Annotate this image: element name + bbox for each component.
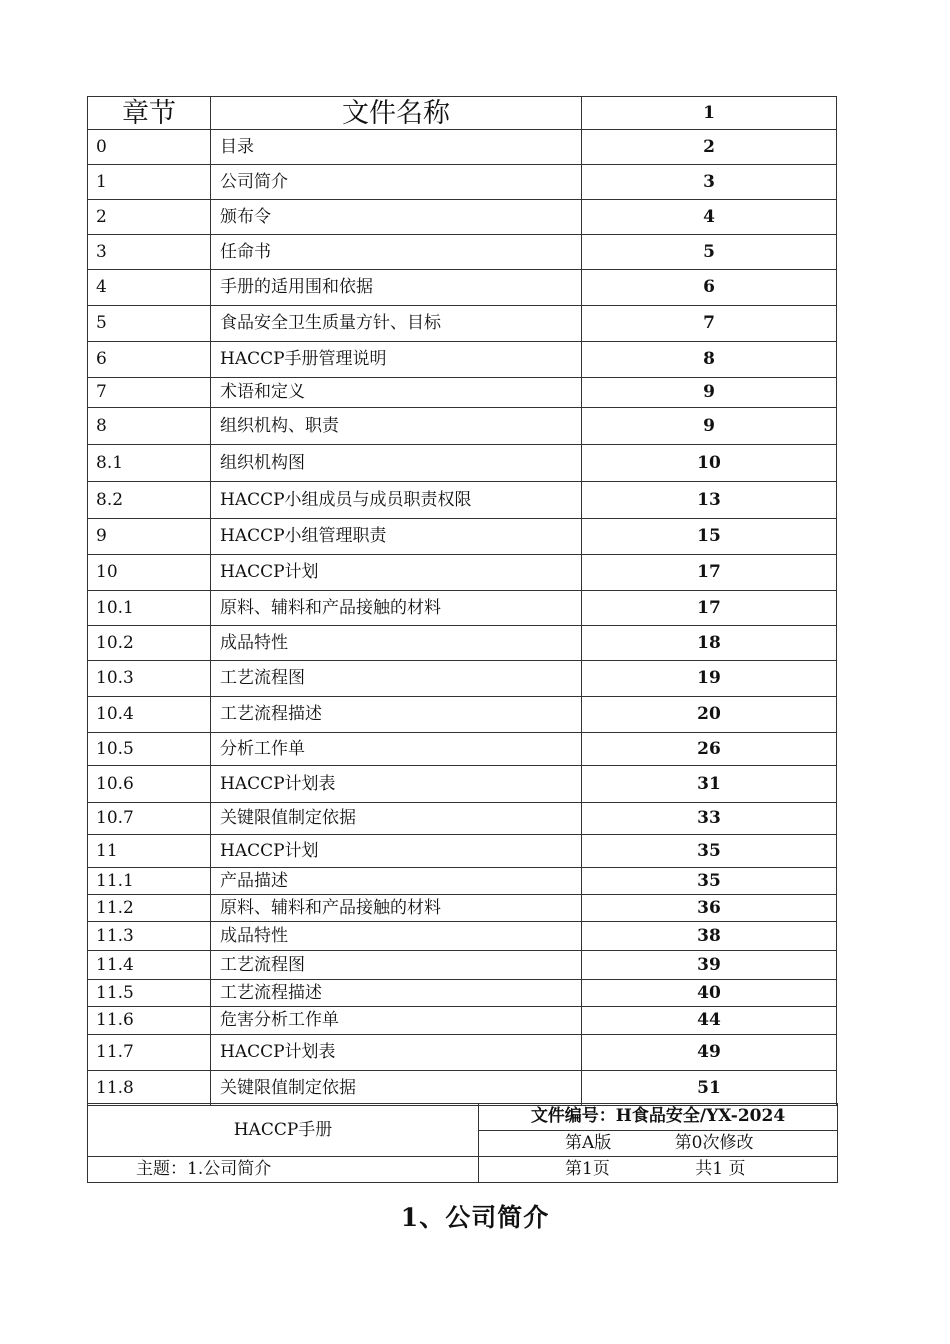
toc-row bbox=[88, 951, 837, 980]
toc-entry-name: 分析工作单 bbox=[211, 733, 582, 766]
toc-row bbox=[88, 733, 837, 766]
toc-page-number: 26 bbox=[582, 733, 837, 766]
toc-row bbox=[88, 408, 837, 445]
toc-page-number: 13 bbox=[582, 482, 837, 519]
toc-chapter-number: 6 bbox=[88, 342, 211, 378]
toc-header-page: 1 bbox=[582, 97, 837, 130]
page-total: 共1 页 bbox=[695, 1159, 746, 1179]
toc-chapter-number: 8.2 bbox=[88, 482, 211, 519]
toc-header-chapter: 章节 bbox=[88, 97, 211, 130]
toc-row bbox=[88, 626, 837, 661]
toc-row bbox=[88, 200, 837, 235]
toc-row bbox=[88, 445, 837, 482]
toc-chapter-number: 11.8 bbox=[88, 1071, 211, 1106]
toc-entry-name: 关键限值制定依据 bbox=[211, 803, 582, 835]
toc-page-number: 33 bbox=[582, 803, 837, 835]
doc-number: 文件编号：H食品安全/YX-2024 bbox=[479, 1104, 838, 1131]
toc-chapter-number: 11.3 bbox=[88, 922, 211, 951]
toc-row bbox=[88, 555, 837, 591]
toc-entry-name: HACCP计划 bbox=[211, 835, 582, 868]
toc-entry-name: 术语和定义 bbox=[211, 378, 582, 408]
toc-entry-name: 原料、辅料和产品接触的材料 bbox=[211, 591, 582, 626]
toc-entry-name: 颁布令 bbox=[211, 200, 582, 235]
toc-page-number: 44 bbox=[582, 1007, 837, 1035]
toc-row bbox=[88, 591, 837, 626]
toc-page-number: 4 bbox=[582, 200, 837, 235]
toc-row bbox=[88, 519, 837, 555]
toc-entry-name: 工艺流程描述 bbox=[211, 980, 582, 1007]
toc-page-number: 17 bbox=[582, 591, 837, 626]
toc-page-number: 49 bbox=[582, 1035, 837, 1071]
toc-row bbox=[88, 1007, 837, 1035]
toc-page-number: 7 bbox=[582, 306, 837, 342]
toc-entry-name: 成品特性 bbox=[211, 922, 582, 951]
toc-page-number: 31 bbox=[582, 766, 837, 803]
toc-entry-name: 食品安全卫生质量方针、目标 bbox=[211, 306, 582, 342]
toc-entry-name: 手册的适用围和依据 bbox=[211, 270, 582, 306]
toc-chapter-number: 3 bbox=[88, 235, 211, 270]
toc-chapter-number: 10.5 bbox=[88, 733, 211, 766]
toc-entry-name: 目录 bbox=[211, 130, 582, 165]
section-title: 1、公司简介 bbox=[400, 1203, 550, 1232]
toc-page-number: 10 bbox=[582, 445, 837, 482]
toc-page-number: 6 bbox=[582, 270, 837, 306]
toc-page-number: 35 bbox=[582, 868, 837, 895]
toc-chapter-number: 7 bbox=[88, 378, 211, 408]
toc-page-number: 3 bbox=[582, 165, 837, 200]
toc-page-number: 51 bbox=[582, 1071, 837, 1106]
toc-entry-name: 组织机构图 bbox=[211, 445, 582, 482]
toc-chapter-number: 11.5 bbox=[88, 980, 211, 1007]
toc-entry-name: HACCP计划 bbox=[211, 555, 582, 591]
toc-row bbox=[88, 342, 837, 378]
toc-entry-name: 工艺流程图 bbox=[211, 661, 582, 697]
toc-table bbox=[87, 96, 837, 1106]
toc-chapter-number: 0 bbox=[88, 130, 211, 165]
toc-row bbox=[88, 130, 837, 165]
toc-entry-name: HACCP小组成员与成员职责权限 bbox=[211, 482, 582, 519]
toc-row bbox=[88, 270, 837, 306]
toc-entry-name: 危害分析工作单 bbox=[211, 1007, 582, 1035]
toc-row bbox=[88, 835, 837, 868]
manual-title: HACCP手册 bbox=[88, 1104, 479, 1157]
toc-chapter-number: 2 bbox=[88, 200, 211, 235]
toc-entry-name: HACCP计划表 bbox=[211, 766, 582, 803]
toc-page-number: 20 bbox=[582, 697, 837, 733]
toc-row bbox=[88, 482, 837, 519]
toc-entry-name: 关键限值制定依据 bbox=[211, 1071, 582, 1106]
toc-entry-name: 组织机构、职责 bbox=[211, 408, 582, 445]
toc-page-number: 19 bbox=[582, 661, 837, 697]
toc-page-number: 17 bbox=[582, 555, 837, 591]
toc-chapter-number: 11.7 bbox=[88, 1035, 211, 1071]
doc-footer-table bbox=[87, 1103, 838, 1183]
toc-entry-name: 工艺流程描述 bbox=[211, 697, 582, 733]
toc-page-number: 2 bbox=[582, 130, 837, 165]
toc-row bbox=[88, 895, 837, 922]
toc-row bbox=[88, 235, 837, 270]
toc-row bbox=[88, 766, 837, 803]
toc-row bbox=[88, 803, 837, 835]
toc-entry-name: HACCP小组管理职责 bbox=[211, 519, 582, 555]
toc-chapter-number: 10 bbox=[88, 555, 211, 591]
toc-chapter-number: 1 bbox=[88, 165, 211, 200]
toc-page-number: 39 bbox=[582, 951, 837, 980]
toc-entry-name: HACCP计划表 bbox=[211, 1035, 582, 1071]
toc-row bbox=[88, 306, 837, 342]
toc-chapter-number: 10.4 bbox=[88, 697, 211, 733]
toc-header-name: 文件名称 bbox=[211, 97, 582, 130]
toc-chapter-number: 10.6 bbox=[88, 766, 211, 803]
page-cell bbox=[479, 1157, 838, 1183]
version-cell bbox=[479, 1130, 838, 1157]
subject-label: 主题：1.公司简介 bbox=[88, 1157, 479, 1183]
toc-row bbox=[88, 661, 837, 697]
toc-page-number: 8 bbox=[582, 342, 837, 378]
toc-page-number: 18 bbox=[582, 626, 837, 661]
toc-page-number: 40 bbox=[582, 980, 837, 1007]
toc-page-number: 9 bbox=[582, 408, 837, 445]
revision-label: 第0次修改 bbox=[674, 1132, 754, 1153]
toc-row bbox=[88, 868, 837, 895]
toc-row bbox=[88, 1071, 837, 1106]
toc-chapter-number: 9 bbox=[88, 519, 211, 555]
toc-entry-name: 工艺流程图 bbox=[211, 951, 582, 980]
toc-page-number: 15 bbox=[582, 519, 837, 555]
toc-page-number: 9 bbox=[582, 378, 837, 408]
toc-row bbox=[88, 980, 837, 1007]
toc-entry-name: 公司简介 bbox=[211, 165, 582, 200]
toc-page-number: 38 bbox=[582, 922, 837, 951]
toc-row bbox=[88, 165, 837, 200]
toc-chapter-number: 5 bbox=[88, 306, 211, 342]
toc-entry-name: 原料、辅料和产品接触的材料 bbox=[211, 895, 582, 922]
toc-entry-name: HACCP手册管理说明 bbox=[211, 342, 582, 378]
toc-chapter-number: 8 bbox=[88, 408, 211, 445]
toc-row bbox=[88, 697, 837, 733]
page-number: 第1页 bbox=[565, 1159, 610, 1179]
toc-header-row bbox=[88, 97, 837, 130]
toc-chapter-number: 4 bbox=[88, 270, 211, 306]
toc-chapter-number: 11.1 bbox=[88, 868, 211, 895]
toc-chapter-number: 8.1 bbox=[88, 445, 211, 482]
toc-entry-name: 成品特性 bbox=[211, 626, 582, 661]
toc-chapter-number: 11.2 bbox=[88, 895, 211, 922]
toc-chapter-number: 11 bbox=[88, 835, 211, 868]
toc-page-number: 5 bbox=[582, 235, 837, 270]
toc-row bbox=[88, 1035, 837, 1071]
toc-row bbox=[88, 378, 837, 408]
toc-chapter-number: 10.2 bbox=[88, 626, 211, 661]
toc-page-number: 35 bbox=[582, 835, 837, 868]
toc-chapter-number: 10.1 bbox=[88, 591, 211, 626]
edition-label: 第A版 bbox=[565, 1132, 612, 1153]
toc-chapter-number: 10.3 bbox=[88, 661, 211, 697]
toc-chapter-number: 11.4 bbox=[88, 951, 211, 980]
toc-entry-name: 产品描述 bbox=[211, 868, 582, 895]
toc-entry-name: 任命书 bbox=[211, 235, 582, 270]
toc-row bbox=[88, 922, 837, 951]
toc-chapter-number: 11.6 bbox=[88, 1007, 211, 1035]
toc-page-number: 36 bbox=[582, 895, 837, 922]
toc-chapter-number: 10.7 bbox=[88, 803, 211, 835]
